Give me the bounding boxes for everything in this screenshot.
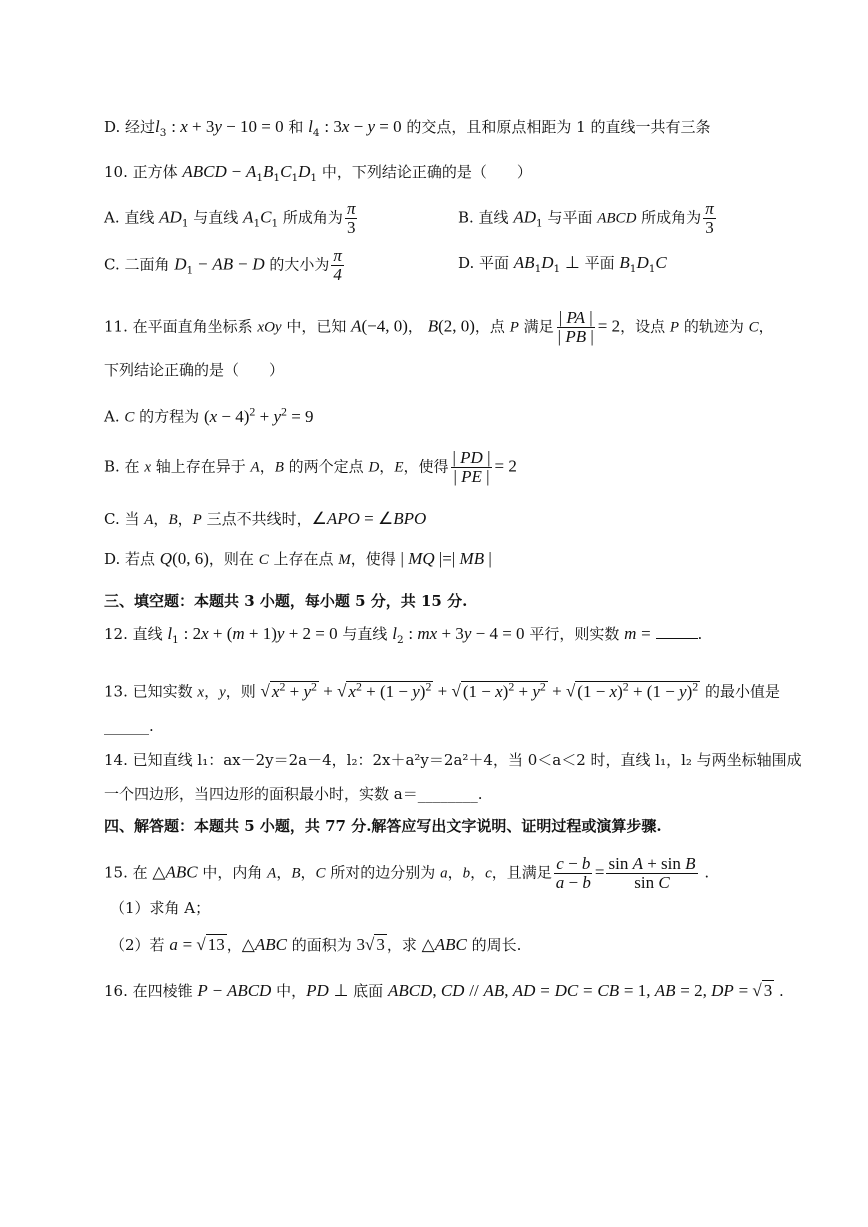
- question-14-cont: 一个四边形，当四边形的面积最小时，实数 a＝________.: [104, 785, 483, 803]
- question-11-option-a: A. C 的方程为 $(x - 4)^2 + y^2 = 9$: [104, 404, 314, 426]
- section-3-heading: 三、填空题：本题共 3 小题，每小题 5 分，共 15 分.: [104, 592, 468, 610]
- question-13-blank: ______.: [104, 717, 154, 735]
- question-15: 15. 在 △ABC 中，内角 A，B，C 所对的边分别为 a，b，c，且满足 $\frac{c - b}{a - b}$ = $\frac{\text{sin A + sin B}}{\text{sin C}}$ .: [104, 854, 710, 892]
- question-11-stem: 11. 在平面直角坐标系 xOy 中，已知 A(−4, 0)， B(2, 0)，点 P 满足 $\frac{| PA |}{| PB |}$ = 2，设点 P 的轨迹为 C，: [104, 308, 774, 346]
- question-9-option-d: D. 经过$l_3$ : x + 3y − 10 = 0 和 $l_4$ : 3x − y = 0 的交点，且和原点相距为 1 的直线一共有三条: [104, 117, 711, 139]
- question-14: 14. 已知直线 l₁：ax－2y＝2a－4，l₂：2x＋a²y＝2a²＋4，当 0＜a＜2 时，直线 l₁，l₂ 与两坐标轴围成: [104, 751, 802, 769]
- question-11-stem-cont: 下列结论正确的是（ ）: [104, 361, 285, 379]
- question-10-stem: 10. 正方体 ABCD − $A_1B_1C_1D_1$ 中，下列结论正确的是（ ）: [104, 162, 532, 184]
- question-15-part-1: （1）求角 A；: [110, 899, 211, 917]
- question-10-option-d: D. 平面 $AB_1D_1$ ⊥ 平面 $B_1D_1C$: [458, 253, 667, 275]
- question-15-part-2: （2）若 a = √ 13 ，△ABC 的面积为 3√ 3 ，求 △ABC 的周长.: [110, 935, 522, 954]
- question-11-option-b: B. 在 x 轴上存在异于 A，B 的两个定点 D，E，使得 $\frac{| PD |}{| PE |}$ = 2: [104, 448, 517, 486]
- question-11-option-c: C. 当 A，B，P 三点不共线时，∠APO = ∠BPO: [104, 509, 427, 528]
- question-10-option-c: C. 二面角 $D_1$ − AB − D 的大小为 $\frac{\pi}{4}$: [104, 246, 342, 284]
- section-4-heading: 四、解答题：本题共 5 小题，共 77 分.解答应写出文字说明、证明过程或演算步骤.: [104, 817, 662, 835]
- question-12: 12. 直线 $l_1$ : 2x + (m + 1)y + 2 = 0 与直线 $l_2$ : mx + 3y − 4 = 0 平行，则实数 m = .: [104, 624, 703, 646]
- question-13: 13. 已知实数 x，y，则 √ $x^2 + y^2$ + √ $x^2 + (1 - y)^2$ + √ $(1 - x)^2 + y^2$ + √ $(1 - x)^2 + (1 - y)^2$ 的最小值是: [104, 679, 780, 701]
- question-10-option-b: B. 直线 $AD_1$ 与平面 ABCD 所成角为 $\frac{\pi}{3}$: [458, 199, 714, 237]
- question-16: 16. 在四棱锥 P − ABCD 中，PD ⊥ 底面 ABCD, CD // AB, AD = DC = CB = 1, AB = 2, DP = √ 3 .: [104, 981, 784, 1000]
- question-10-option-a: A. 直线 $AD_1$ 与直线 $A_1C_1$ 所成角为 $\frac{\pi}{3}$: [104, 199, 356, 237]
- question-11-option-d: D. 若点 Q(0, 6)，则在 C 上存在点 M，使得 | MQ |=| MB |: [104, 549, 492, 568]
